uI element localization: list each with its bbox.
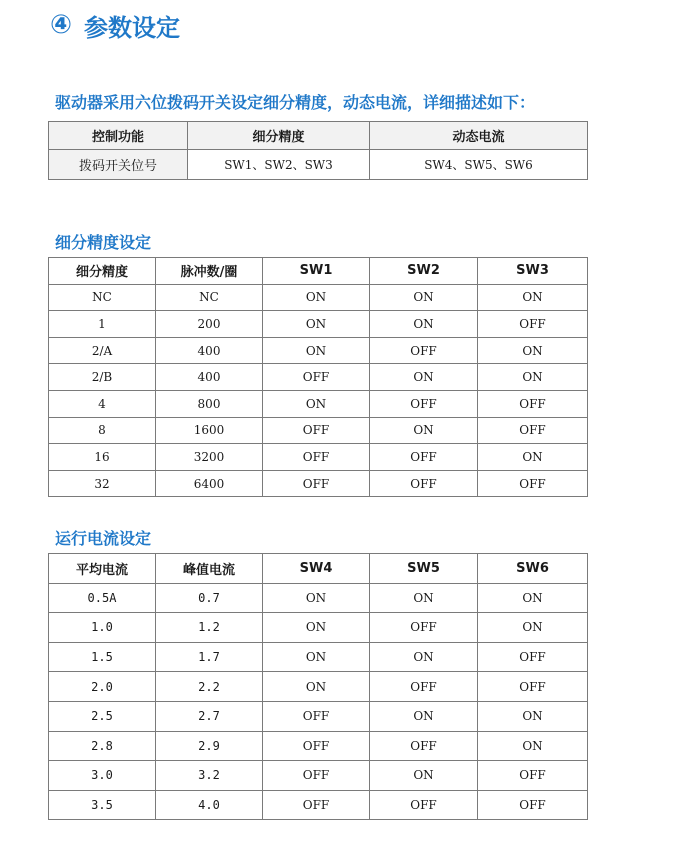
table-header-row — [49, 554, 588, 584]
table-cell: 3200 — [156, 444, 263, 471]
table-cell: OFF — [370, 390, 478, 417]
table-cell: 1.7 — [156, 642, 263, 672]
header-cell: 脉冲数/圈 — [156, 258, 263, 285]
table-row — [49, 390, 588, 417]
section-title — [50, 8, 180, 42]
table-cell: OFF — [370, 337, 478, 364]
table-cell: 2.5 — [49, 701, 156, 731]
header-cell: 平均电流 — [49, 554, 156, 584]
table-cell: 1.2 — [156, 613, 263, 643]
table-cell: 2.0 — [49, 672, 156, 702]
overview-table — [48, 121, 588, 180]
table-cell: 32 — [49, 470, 156, 497]
table-cell: 2/A — [49, 337, 156, 364]
table-cell: OFF — [370, 672, 478, 702]
table-cell: ON — [478, 613, 588, 643]
table-cell: OFF — [478, 642, 588, 672]
table-cell: 1 — [49, 311, 156, 338]
current-table — [48, 553, 588, 820]
table-cell: ON — [263, 390, 370, 417]
table-cell: ON — [370, 761, 478, 791]
table-cell: ON — [478, 444, 588, 471]
section-number: ④ — [50, 10, 73, 40]
table-row — [49, 672, 588, 702]
table-row — [49, 364, 588, 391]
table-cell: ON — [478, 701, 588, 731]
table-cell: 16 — [49, 444, 156, 471]
table-row — [49, 311, 588, 338]
table-cell: OFF — [478, 311, 588, 338]
table-cell: ON — [478, 284, 588, 311]
table-cell: OFF — [263, 731, 370, 761]
table-cell: ON — [370, 701, 478, 731]
table-cell: ON — [478, 337, 588, 364]
table-cell: OFF — [370, 790, 478, 820]
header-cell: 细分精度 — [188, 122, 370, 150]
table-cell: ON — [370, 284, 478, 311]
table-cell: OFF — [478, 672, 588, 702]
table-cell: 4.0 — [156, 790, 263, 820]
table-cell: ON — [263, 311, 370, 338]
table-row — [49, 613, 588, 643]
table-cell: OFF — [263, 444, 370, 471]
table-row — [49, 337, 588, 364]
table-cell: OFF — [263, 417, 370, 444]
table-cell: 3.0 — [49, 761, 156, 791]
microstep-title: 细分精度设定 — [55, 233, 152, 252]
table-cell: 2.7 — [156, 701, 263, 731]
table-cell: 1.5 — [49, 642, 156, 672]
microstep-table — [48, 257, 588, 497]
table-cell: OFF — [478, 790, 588, 820]
current-tbody — [49, 554, 588, 820]
header-cell: SW3 — [478, 258, 588, 285]
table-cell: ON — [478, 364, 588, 391]
table-cell: ON — [263, 337, 370, 364]
table-cell: ON — [370, 417, 478, 444]
intro-text: 驱动器采用六位拨码开关设定细分精度，动态电流，详细描述如下： — [55, 93, 536, 112]
table-cell: NC — [49, 284, 156, 311]
table-cell: ON — [478, 583, 588, 613]
table-cell: 8 — [49, 417, 156, 444]
table-cell: 1600 — [156, 417, 263, 444]
table-header-row — [49, 258, 588, 285]
table-row — [49, 150, 588, 180]
table-cell: 1.0 — [49, 613, 156, 643]
microstep-tbody — [49, 258, 588, 497]
table-cell: 400 — [156, 364, 263, 391]
table-row — [49, 701, 588, 731]
header-cell: 动态电流 — [370, 122, 588, 150]
table-cell: 0.7 — [156, 583, 263, 613]
table-cell: SW1、SW2、SW3 — [188, 150, 370, 180]
table-cell: OFF — [370, 444, 478, 471]
table-row — [49, 731, 588, 761]
table-row — [49, 284, 588, 311]
table-cell: ON — [263, 672, 370, 702]
table-cell: ON — [263, 284, 370, 311]
table-cell: ON — [370, 642, 478, 672]
table-cell: OFF — [263, 761, 370, 791]
table-cell: OFF — [478, 390, 588, 417]
table-cell: OFF — [263, 364, 370, 391]
table-cell: 200 — [156, 311, 263, 338]
table-row — [49, 790, 588, 820]
table-cell: 6400 — [156, 470, 263, 497]
table-row — [49, 642, 588, 672]
table-header-row — [49, 122, 588, 150]
table-cell: ON — [370, 311, 478, 338]
table-cell: ON — [370, 583, 478, 613]
section-title-text: 参数设定 — [84, 13, 181, 42]
table-cell: 2/B — [49, 364, 156, 391]
table-cell: 400 — [156, 337, 263, 364]
table-cell: ON — [263, 583, 370, 613]
table-cell: OFF — [478, 761, 588, 791]
header-cell: 峰值电流 — [156, 554, 263, 584]
table-cell: 0.5A — [49, 583, 156, 613]
header-cell: SW5 — [370, 554, 478, 584]
table-cell: OFF — [263, 701, 370, 731]
table-cell: OFF — [370, 470, 478, 497]
table-cell: ON — [370, 364, 478, 391]
table-cell: ON — [263, 642, 370, 672]
table-cell: OFF — [370, 731, 478, 761]
header-cell: SW2 — [370, 258, 478, 285]
table-cell: 2.8 — [49, 731, 156, 761]
table-row — [49, 417, 588, 444]
table-row — [49, 583, 588, 613]
row-header-cell: 拨码开关位号 — [49, 150, 188, 180]
table-row — [49, 470, 588, 497]
table-cell: OFF — [263, 790, 370, 820]
table-cell: 4 — [49, 390, 156, 417]
table-cell: ON — [263, 613, 370, 643]
current-title: 运行电流设定 — [55, 529, 152, 548]
table-row — [49, 444, 588, 471]
table-cell: OFF — [478, 470, 588, 497]
table-cell: 2.9 — [156, 731, 263, 761]
header-cell: 细分精度 — [49, 258, 156, 285]
header-cell: 控制功能 — [49, 122, 188, 150]
table-cell: 2.2 — [156, 672, 263, 702]
table-cell: NC — [156, 284, 263, 311]
table-cell: OFF — [370, 613, 478, 643]
header-cell: SW1 — [263, 258, 370, 285]
table-cell: 800 — [156, 390, 263, 417]
table-cell: OFF — [263, 470, 370, 497]
header-cell: SW4 — [263, 554, 370, 584]
table-cell: 3.2 — [156, 761, 263, 791]
table-cell: ON — [478, 731, 588, 761]
table-row — [49, 761, 588, 791]
table-cell: SW4、SW5、SW6 — [370, 150, 588, 180]
header-cell: SW6 — [478, 554, 588, 584]
table-cell: 3.5 — [49, 790, 156, 820]
table-cell: OFF — [478, 417, 588, 444]
